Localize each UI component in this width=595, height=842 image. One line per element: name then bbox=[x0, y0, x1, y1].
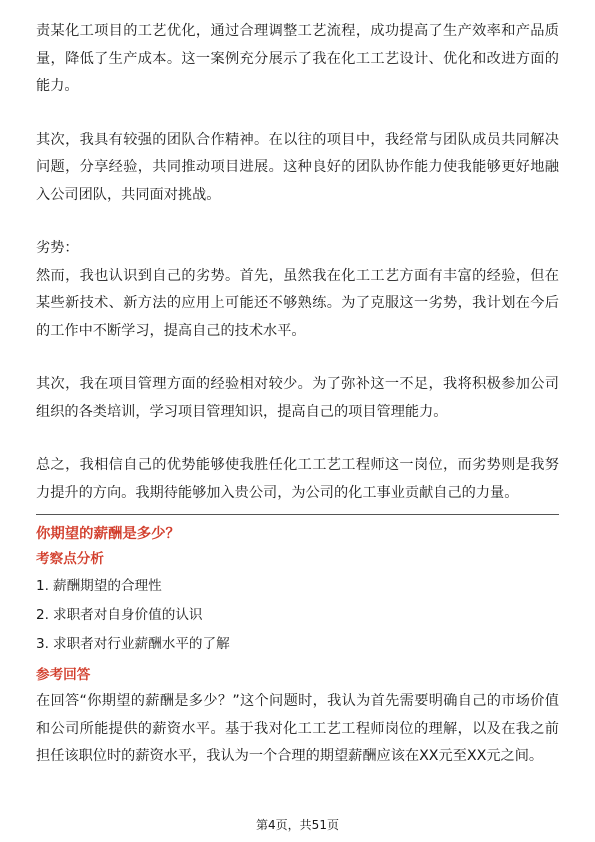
answer-title: 参考回答 bbox=[36, 667, 91, 683]
answer-paragraph: 在回答“你期望的薪酬是多少？”这个问题时，我认为首先需要明确自己的市场价值和公司所能提供的薪资水平。基于我对化工工艺工程师岗位的理解，以及在我之前担任该职位时的薪资水平，我认为一个合理的期望薪酬应该在XX元至XX元之间。 bbox=[36, 693, 559, 764]
question-title: 你期望的薪酬是多少？ bbox=[36, 526, 180, 542]
paragraph-weakness-tech: 然而，我也认识到自己的劣势。首先，虽然我在化工工艺方面有丰富的经验，但在某些新技术、新方法的应用上可能还不够熟练。为了克服这一劣势，我计划在今后的工作中不断学习，提高自己的技术水平。 bbox=[36, 267, 559, 339]
analysis-title: 考察点分析 bbox=[36, 551, 104, 567]
page-footer: 第4页，共51页 bbox=[256, 818, 339, 832]
analysis-list bbox=[36, 572, 559, 659]
paragraph-weakness-management: 其次，我在项目管理方面的经验相对较少。为了弥补这一不足，我将积极参加公司组织的各类培训，学习项目管理知识，提高自己的项目管理能力。 bbox=[36, 376, 559, 420]
document-page bbox=[36, 18, 559, 771]
list-item: 3. 求职者对行业薪酬水平的了解 bbox=[36, 636, 230, 652]
paragraph-process-optimization: 责某化工项目的工艺优化，通过合理调整工艺流程，成功提高了生产效率和产品质量，降低了生产成本。这一案例充分展示了我在化工工艺设计、优化和改进方面的能力。 bbox=[36, 23, 559, 94]
list-item: 1. 薪酬期望的合理性 bbox=[36, 578, 162, 594]
paragraph-teamwork: 其次，我具有较强的团队合作精神。在以往的项目中，我经常与团队成员共同解决问题，分享经验，共同推动项目进展。这种良好的团队协作能力使我能够更好地融入公司团队，共同面对挑战。 bbox=[36, 131, 559, 203]
list-item: 2. 求职者对自身价值的认识 bbox=[36, 607, 203, 623]
section-divider bbox=[36, 514, 559, 515]
weakness-label: 劣势： bbox=[36, 240, 79, 256]
paragraph-conclusion: 总之，我相信自己的优势能够使我胜任化工工艺工程师这一岗位，而劣势则是我努力提升的方向。我期待能够加入贵公司，为公司的化工事业贡献自己的力量。 bbox=[36, 457, 559, 501]
